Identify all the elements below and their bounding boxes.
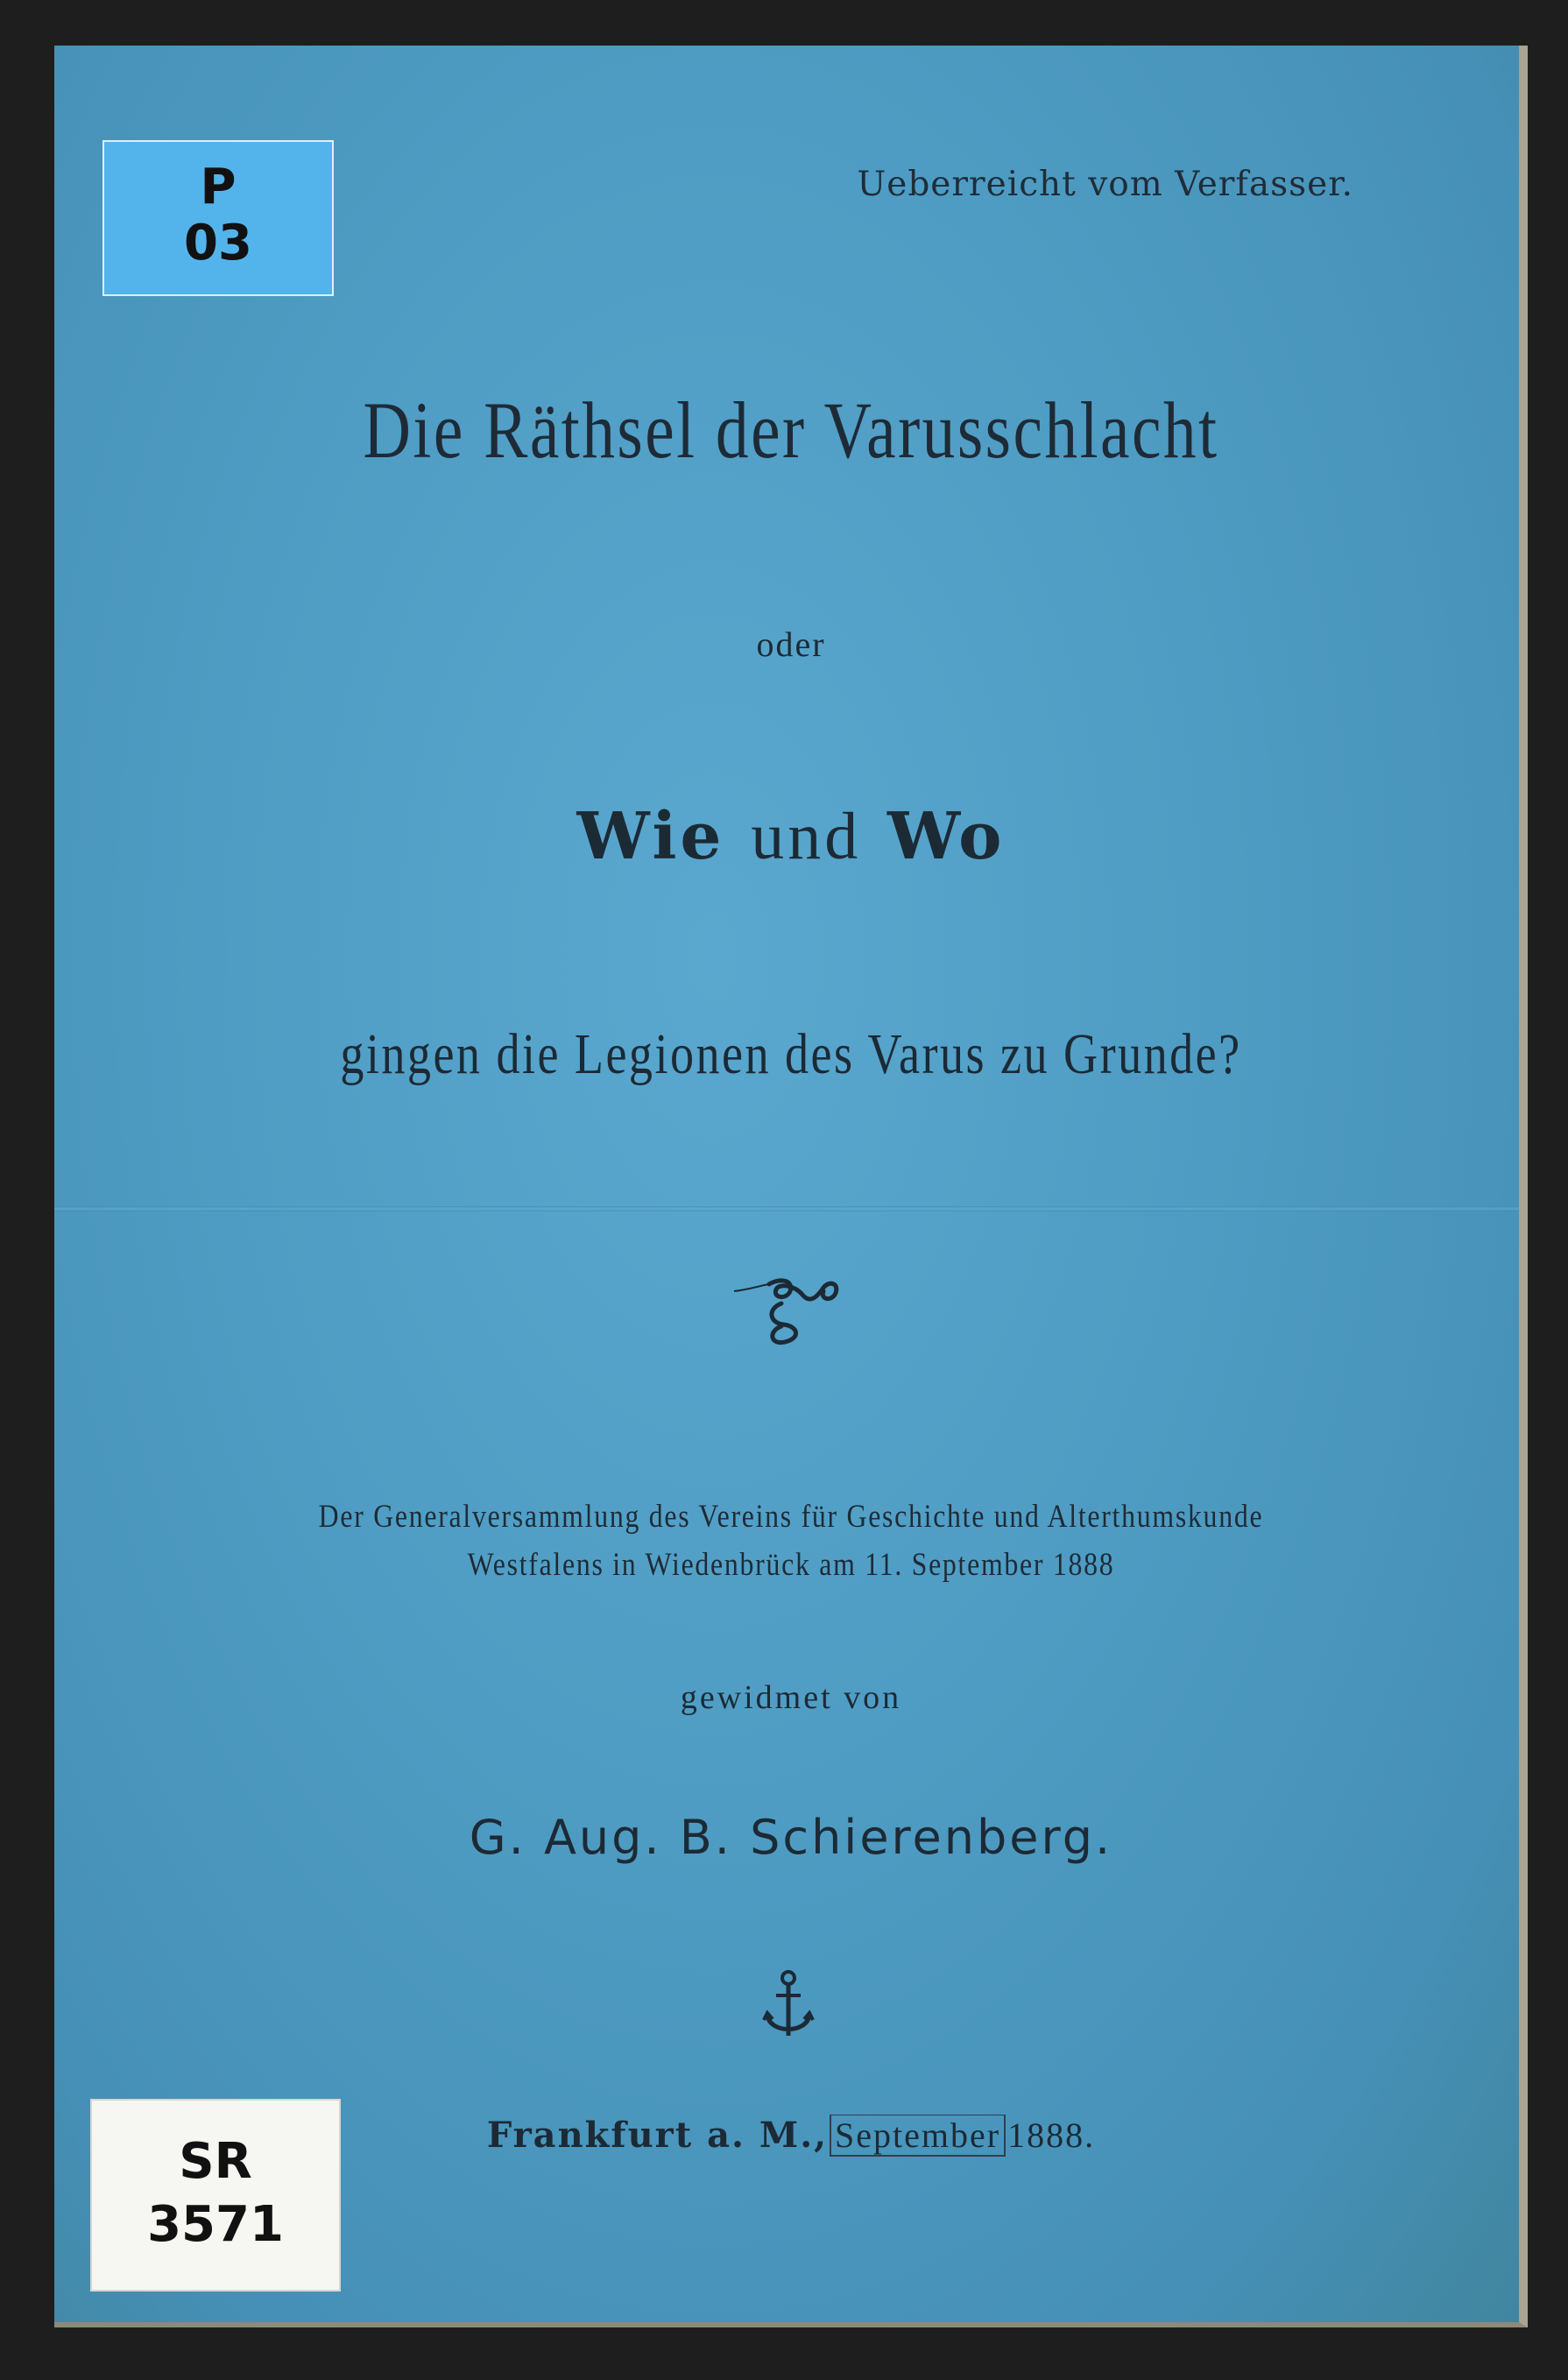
main-title: Die Räthsel der Varusschlacht	[363, 385, 1219, 475]
subtitle-und: und	[751, 800, 862, 873]
subtitle-wo: Wo	[887, 799, 1006, 874]
presented-by-author: Ueberreicht vom Verfasser.	[857, 165, 1353, 204]
dedication-line-1: Der Generalversammlung des Vereins für Geschichte und Alterthumskunde	[318, 1499, 1264, 1535]
shelf-label-bottom-line1: SR	[179, 2133, 252, 2190]
shelf-label-top	[102, 140, 334, 296]
title-connector: oder	[756, 625, 826, 664]
subtitle-wie-und-wo	[54, 799, 1528, 875]
shelf-label-top-line1: P	[200, 159, 237, 215]
fold-crease	[54, 1206, 1519, 1211]
subtitle-wie: Wie	[576, 799, 725, 874]
dedication-line-2: Westfalens in Wiedenbrück am 11. September 1888	[467, 1547, 1115, 1583]
anchor-icon	[762, 1969, 815, 2048]
imprint-city: Frankfurt a. M.,	[486, 2115, 829, 2156]
shelf-label-bottom	[90, 2099, 341, 2292]
author-name: G. Aug. B. Schierenberg.	[469, 1810, 1113, 1865]
dedicated-by: gewidmet von	[680, 1679, 902, 1716]
shelf-label-bottom-line2: 3571	[147, 2196, 284, 2253]
subtitle-line: gingen die Legionen des Varus zu Grunde?	[340, 1022, 1242, 1086]
serpent-ornament-icon	[732, 1268, 846, 1351]
imprint-year: 1888.	[1007, 2115, 1096, 2155]
shelf-label-top-line2: 03	[184, 215, 252, 272]
imprint-month: September	[830, 2115, 1006, 2157]
